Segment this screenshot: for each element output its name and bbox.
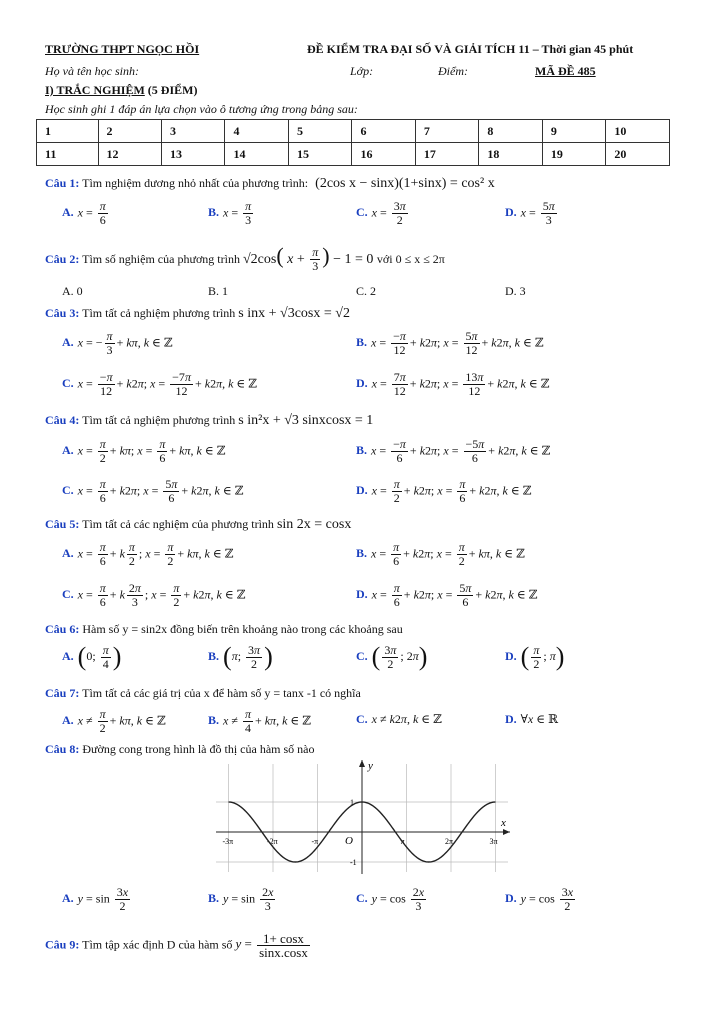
- section-title: [45, 83, 685, 98]
- question-label: Câu 4:: [45, 413, 80, 427]
- question-6: [45, 622, 403, 637]
- y-axis-arrow-icon: [359, 760, 365, 767]
- grid-cell[interactable]: 13: [161, 143, 224, 166]
- q6-option-b[interactable]: B. (π; $\frac{3\pi}{2}$ ): [208, 642, 273, 671]
- grid-cell[interactable]: 4: [225, 120, 288, 143]
- q1-option-c[interactable]: C. x = $\frac{3\pi}{2}$: [356, 199, 406, 227]
- x-tick-label: π: [400, 837, 405, 846]
- q4-option-b[interactable]: B. x = $\frac{-\pi}{6}$ + k2π; x = $\frac{-5\pi}{6}$ + k2π, k ∈ ℤ: [356, 437, 551, 465]
- q4-option-c[interactable]: C. x = $\frac{\pi}{6}$ + k2π; x = $\frac{5\pi}{6}$ + k2π, k ∈ ℤ: [62, 477, 244, 505]
- q7-option-c[interactable]: C. x ≠ k2π, k ∈ ℤ: [356, 712, 442, 726]
- q1-option-a[interactable]: A. x = $\frac{\pi}{6}$: [62, 199, 106, 227]
- q8-option-d[interactable]: D. y = cos $\frac{3x}{2}$: [505, 885, 574, 913]
- question-3: [45, 306, 350, 322]
- x-axis-label: x: [501, 817, 506, 829]
- answer-grid: [36, 119, 670, 166]
- question-label: Câu 5:: [45, 517, 80, 531]
- q5-option-c[interactable]: C. x = $\frac{\pi}{6}$ + k $\frac{2\pi}{3}$ ; x = $\frac{\pi}{2}$ + k2π, k ∈ ℤ: [62, 581, 246, 609]
- q6-option-a[interactable]: A. (0; $\frac{\pi}{4}$ ): [62, 642, 122, 671]
- q8-option-b[interactable]: B. y = sin $\frac{2x}{3}$: [208, 885, 274, 913]
- q5-option-a[interactable]: A. x = $\frac{\pi}{6}$ + k $\frac{\pi}{2}$ ; x = $\frac{\pi}{2}$ + kπ, k ∈ ℤ: [62, 540, 234, 568]
- grid-cell[interactable]: 10: [606, 120, 670, 143]
- instruction: Học sinh ghi 1 đáp án lựa chọn vào ô tương ứng trong bảng sau:: [45, 102, 358, 116]
- question-text: Tìm tất cả nghiệm phương trình: [82, 413, 236, 427]
- q2-option-c[interactable]: C. 2: [356, 284, 377, 298]
- y-axis-label: y: [368, 760, 373, 772]
- section-points: (5 ĐIỂM): [147, 83, 198, 97]
- grid-cell[interactable]: 18: [479, 143, 542, 166]
- question-text: Hàm số y = sin2x đồng biến trên khoảng nào trong các khoảng sau: [82, 622, 403, 636]
- question-label: Câu 8:: [45, 742, 80, 756]
- q1-option-d[interactable]: D. x = $\frac{5\pi}{3}$: [505, 199, 555, 227]
- exam-code: MÃ ĐỀ 485: [535, 64, 596, 78]
- question-label: Câu 1:: [45, 176, 80, 190]
- q7-option-d[interactable]: D. ∀x ∈ ℝ: [505, 712, 559, 726]
- grid-cell[interactable]: 19: [542, 143, 605, 166]
- question-text: Tìm tất cả nghiệm phương trình: [82, 306, 236, 320]
- question-8: [45, 742, 315, 757]
- question-text: Đường cong trong hình là đồ thị của hàm số nào: [82, 742, 315, 756]
- question-condition: với 0 ≤ x ≤ 2π: [376, 252, 445, 266]
- q3-option-d[interactable]: D. x = $\frac{7\pi}{12}$ + k2π; x = $\frac{13\pi}{12}$ + k2π, k ∈ ℤ: [356, 370, 550, 398]
- question-1: [45, 176, 495, 192]
- question-label: Câu 3:: [45, 306, 80, 320]
- question-equation: s inx + √3cosx = √2: [238, 306, 350, 321]
- x-tick-label: -π: [311, 837, 319, 846]
- question-equation: sin 2x = cosx: [276, 517, 352, 532]
- q7-option-a[interactable]: A. x ≠ $\frac{\pi}{2}$ + kπ, k ∈ ℤ: [62, 707, 166, 735]
- x-tick-label: -2π: [267, 837, 278, 846]
- question-9: Câu 9: Tìm tập xác định D của hàm số y = $\frac{1+ \cos x}{\sin x.\cos x}$: [45, 931, 308, 960]
- y-tick-label: -1: [350, 858, 357, 867]
- grid-cell[interactable]: 16: [352, 143, 415, 166]
- grid-cell[interactable]: 2: [98, 120, 161, 143]
- q7-option-b[interactable]: B. x ≠ $\frac{\pi}{4}$ + kπ, k ∈ ℤ: [208, 707, 312, 735]
- q3-option-c[interactable]: C. x = $\frac{-\pi}{12}$ + k2π; x = $\frac{-7\pi}{12}$ + k2π, k ∈ ℤ: [62, 370, 258, 398]
- question-label: Câu 7:: [45, 686, 80, 700]
- q4-option-a[interactable]: A. x = $\frac{\pi}{2}$ + kπ; x = $\frac{\pi}{6}$ + kπ, k ∈ ℤ: [62, 437, 226, 465]
- grid-cell[interactable]: 6: [352, 120, 415, 143]
- x-tick-label: -3π: [222, 837, 234, 846]
- grid-row-2: [37, 143, 670, 166]
- question-equation: s in²x + √3 sinxcosx = 1: [238, 413, 374, 428]
- section-heading: I) TRẮC NGHIỆM: [45, 83, 145, 97]
- question-text: Tìm nghiệm dương nhỏ nhất của phương trình:: [82, 176, 309, 190]
- y-tick-label: 1: [350, 798, 354, 807]
- grid-cell[interactable]: 8: [479, 120, 542, 143]
- exam-title: ĐỀ KIỂM TRA ĐẠI SỐ VÀ GIẢI TÍCH 11 – Thời gian 45 phút: [307, 42, 634, 56]
- question-2: Câu 2: Tìm số nghiệm của phương trình √2cos( x + $\frac{\pi}{3}$ ) − 1 = 0 với 0 ≤ x ≤ 2π: [45, 243, 445, 274]
- question-4: [45, 413, 373, 429]
- grid-cell[interactable]: 7: [415, 120, 478, 143]
- grid-cell[interactable]: 9: [542, 120, 605, 143]
- grid-cell[interactable]: 3: [161, 120, 224, 143]
- question-label: Câu 9:: [45, 937, 80, 952]
- question-text: Tìm tập xác định D của hàm số: [82, 937, 233, 952]
- question-label: Câu 2:: [45, 252, 80, 266]
- grid-cell[interactable]: 20: [606, 143, 670, 166]
- x-tick-label: 2π: [445, 837, 454, 846]
- question-5: [45, 517, 351, 533]
- header-row-2: [45, 64, 685, 79]
- q3-option-a[interactable]: A. x = − $\frac{\pi}{3}$ + kπ, k ∈ ℤ: [62, 329, 173, 357]
- grid-cell[interactable]: 17: [415, 143, 478, 166]
- grid-cell[interactable]: 12: [98, 143, 161, 166]
- q5-option-d[interactable]: D. x = $\frac{\pi}{6}$ + k2π; x = $\frac{5\pi}{6}$ + k2π, k ∈ ℤ: [356, 581, 538, 609]
- q5-option-b[interactable]: B. x = $\frac{\pi}{6}$ + k2π; x = $\frac{\pi}{2}$ + kπ, k ∈ ℤ: [356, 540, 525, 568]
- header-row-1: [45, 42, 685, 57]
- question-equation: (2cos x − sinx)(1+sinx) = cos² x: [315, 176, 495, 191]
- q6-option-d[interactable]: D. ( $\frac{\pi}{2}$ ; π): [505, 642, 565, 671]
- q1-option-b[interactable]: B. x = $\frac{\pi}{3}$: [208, 199, 252, 227]
- question-7: [45, 686, 361, 701]
- q2-option-a[interactable]: A. 0: [62, 284, 83, 298]
- q3-option-b[interactable]: B. x = $\frac{-\pi}{12}$ + k2π; x = $\frac{5\pi}{12}$ + k2π, k ∈ ℤ: [356, 329, 544, 357]
- q4-option-d[interactable]: D. x = $\frac{\pi}{2}$ + k2π; x = $\frac{\pi}{6}$ + k2π, k ∈ ℤ: [356, 477, 532, 505]
- q8-option-c[interactable]: C. y = cos $\frac{2x}{3}$: [356, 885, 425, 913]
- q8-option-a[interactable]: A. y = sin $\frac{3x}{2}$: [62, 885, 129, 913]
- x-axis-arrow-icon: [503, 829, 510, 835]
- q2-option-b[interactable]: B. 1: [208, 284, 229, 298]
- grid-cell[interactable]: 14: [225, 143, 288, 166]
- grid-cell[interactable]: 11: [37, 143, 99, 166]
- question-text: Tìm tất cả các nghiệm của phương trình: [82, 517, 274, 531]
- grid-cell[interactable]: 5: [288, 120, 351, 143]
- school-name: TRƯỜNG THPT NGỌC HỒI: [45, 42, 200, 56]
- grid-row-1: [37, 120, 670, 143]
- question-label: Câu 6:: [45, 622, 80, 636]
- question-text: Tìm số nghiệm của phương trình: [82, 252, 240, 266]
- origin-label: O: [345, 835, 353, 847]
- q6-option-c[interactable]: C. ( $\frac{3\pi}{2}$ ; 2π): [356, 642, 428, 671]
- question-text: Tìm tất cả các giá trị của x để hàm số y = tanx -1 có nghĩa: [82, 686, 361, 700]
- grid-cell[interactable]: 15: [288, 143, 351, 166]
- score-label: Điểm:: [438, 64, 468, 78]
- student-name-label: Họ và tên học sinh:: [45, 64, 139, 78]
- x-tick-label: 3π: [489, 837, 498, 846]
- q2-option-d[interactable]: D. 3: [505, 284, 526, 298]
- class-label: Lớp:: [350, 64, 374, 78]
- function-graph: [212, 758, 512, 876]
- grid-cell[interactable]: 1: [37, 120, 99, 143]
